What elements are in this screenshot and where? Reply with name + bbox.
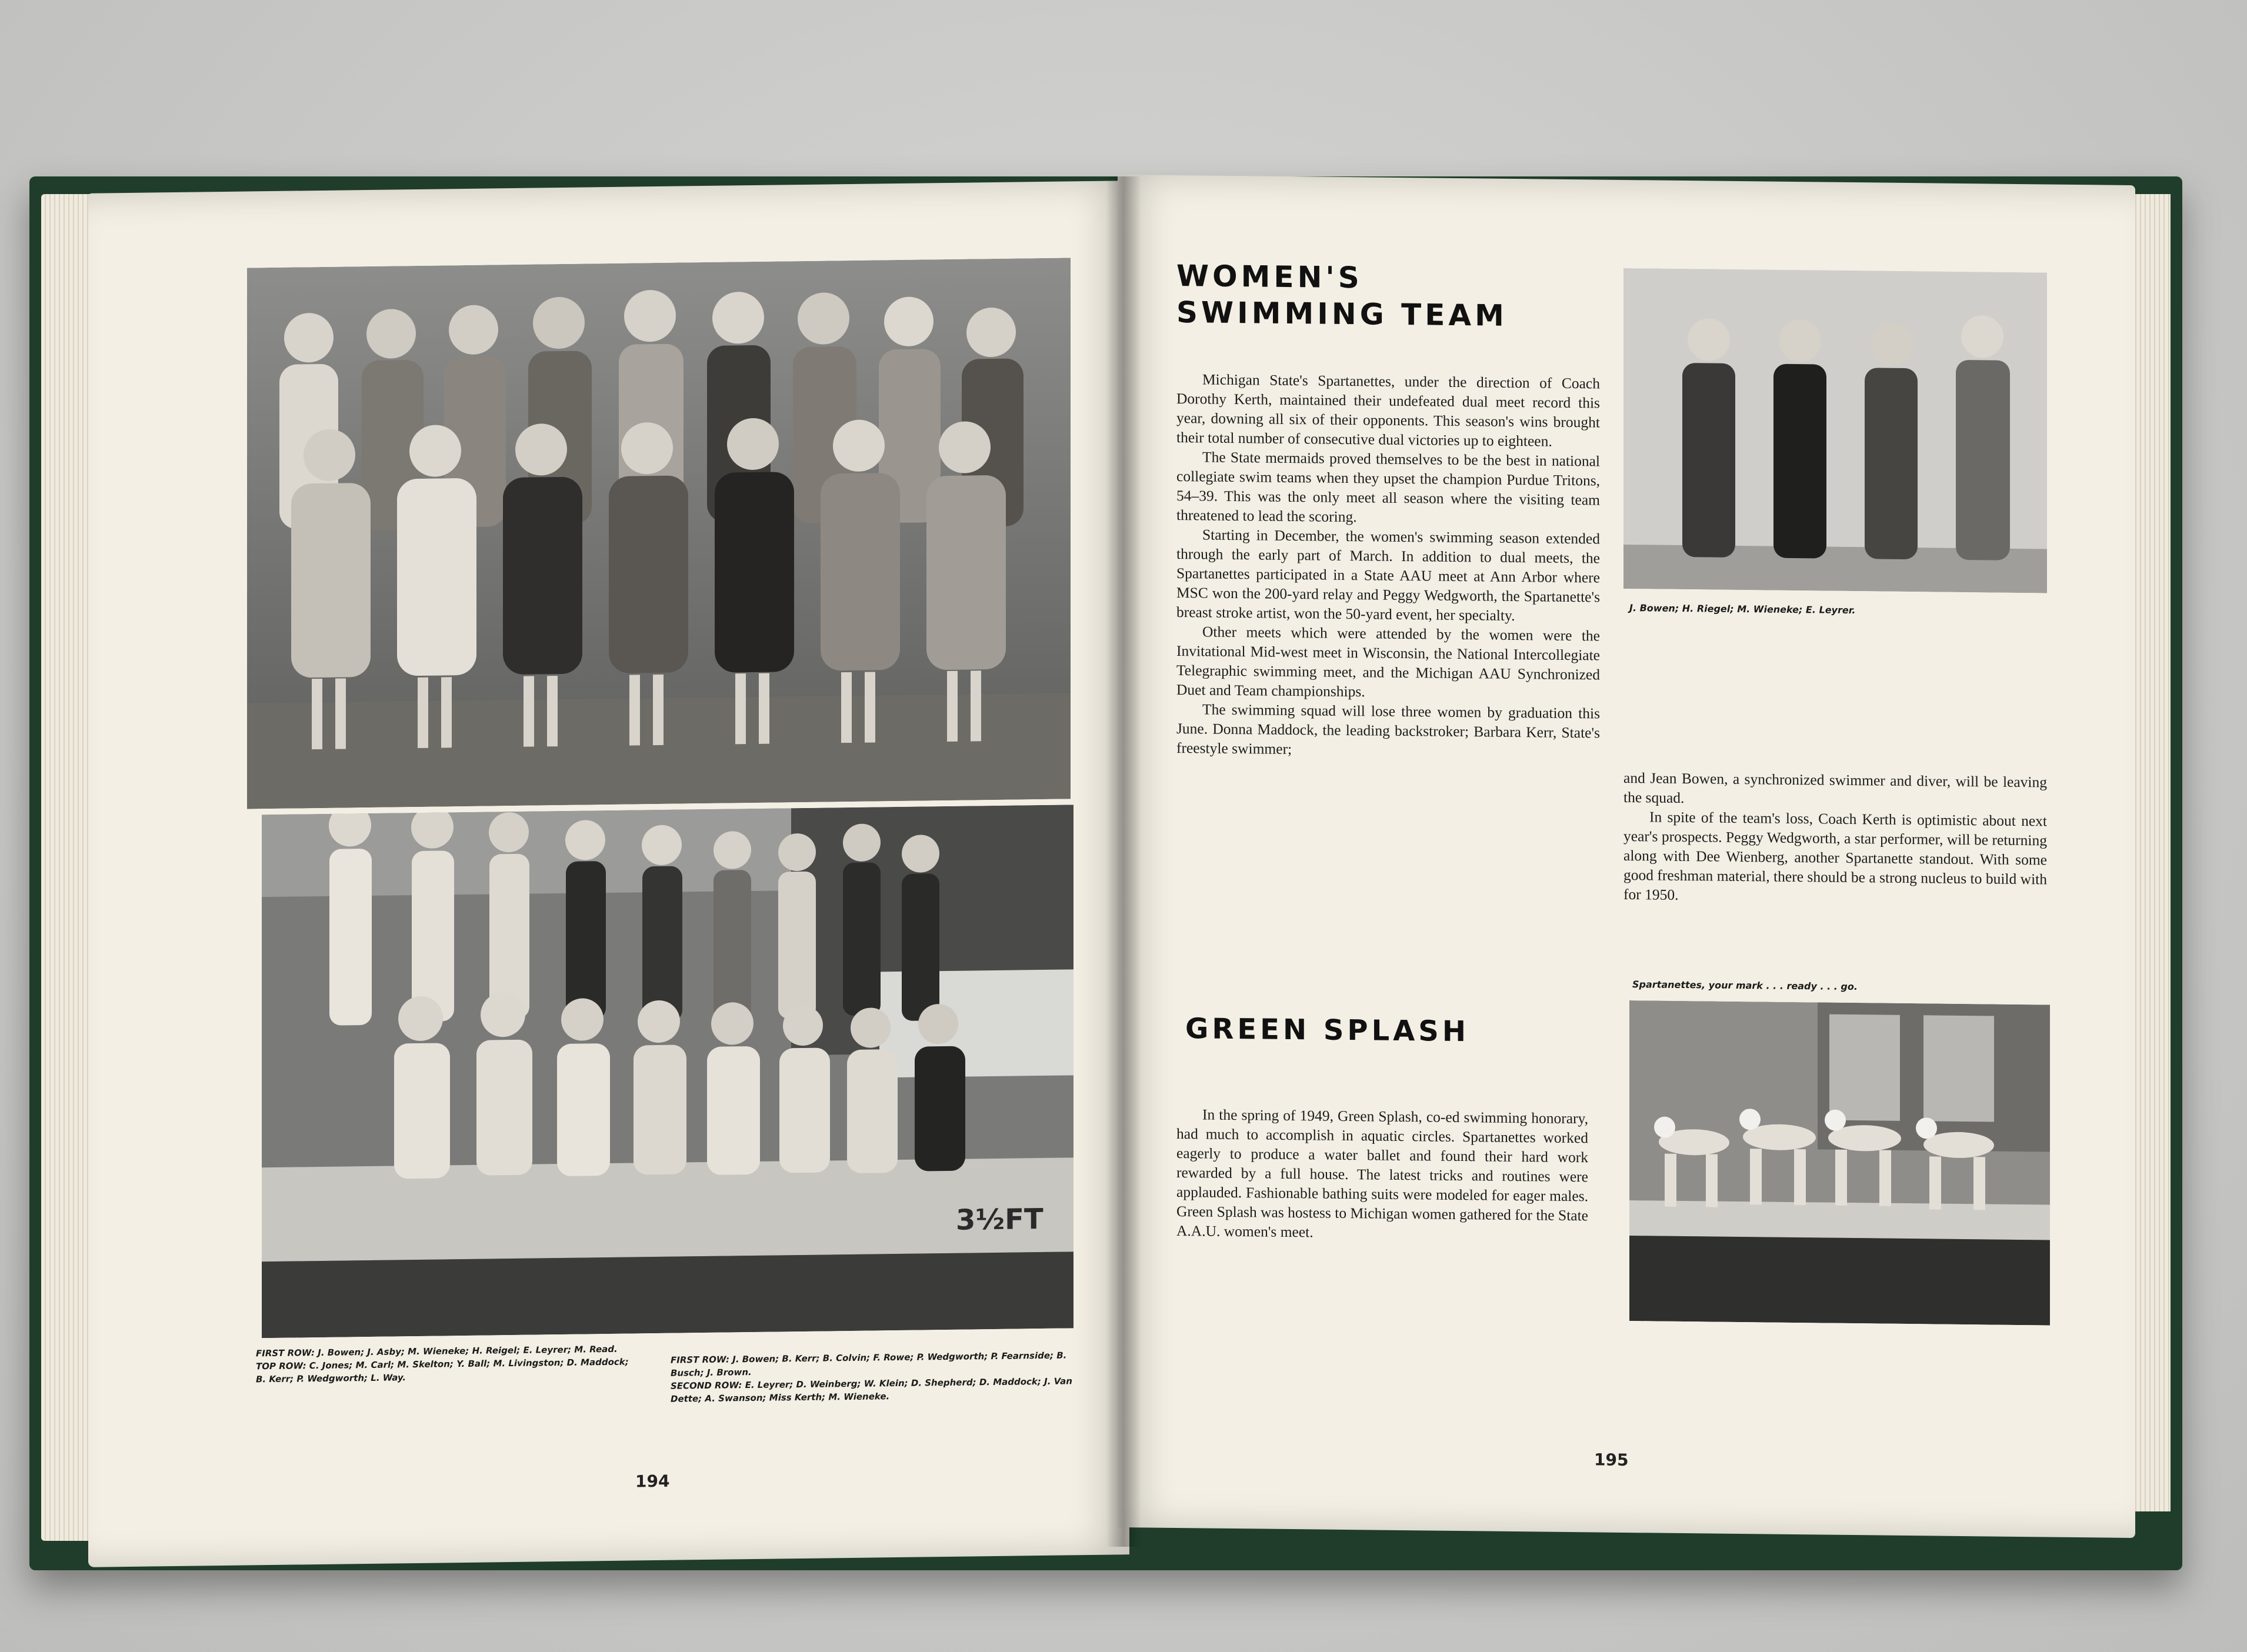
green-splash-heading: GREEN SPLASH [1185,1012,1470,1049]
swimsuit-team-photo [262,805,1074,1338]
paragraph: Starting in December, the women's swimming season extended through the early part of March. In addition to dual meets, the Spartanettes participated in a State AAU meet at Ann Arbor where MSC won the 200-yard relay and Peggy Wedgworth, the Spartanette's breast stroke artist, won the 50-yard event, her specialty. [1176,526,1600,625]
four-swimmers-photo [1623,268,2047,593]
paragraph: In spite of the team's loss, Coach Kerth is optimistic about next year's prospects. Peggy Wedgworth, a star performer, will be returning along with Dee Wienberg, another Spartanette standout. With some good freshman material, there should be a strong nucleus to build with for 1950. [1623,808,2047,903]
paragraph: Michigan State's Spartanettes, under the direction of Coach Dorothy Kerth, maintained their undefeated dual meet record this year, downing all six of their opponents. This season's wins brought their total number of consecutive dual victories up to eighteen. [1176,371,1600,450]
article-column-2 [1623,768,2047,909]
pool-depth-marking: 3½FT [956,1202,1044,1237]
page-number-right: 195 [1594,1450,1629,1470]
caption-first-row: FIRST ROW: J. Bowen; B. Kerr; B. Colvin; F. Rowe; P. Wedgworth; P. Fearnside; B. Busch; J. Brown. [671,1350,1067,1379]
right-page [1118,175,2135,1538]
race-start-caption: Spartanettes, your mark . . . ready . . . go. [1632,979,1858,993]
article-column-1 [1176,369,1600,762]
paragraph: The swimming squad will lose three women by graduation this June. Donna Maddock, the leading backstroker; Barbara Kerr, State's freestyle swimmer; [1176,700,1600,758]
paragraph: Other meets which were attended by the women were the Invitational Mid-west meet in Wisconsin, the National Intercollegiate Telegraphic swimming meet, and the Michigan AAU Synchronized Duet and Team championships. [1176,623,1600,700]
left-page [88,181,1129,1567]
caption-right-block [671,1349,1076,1405]
heading-line-2: SWIMMING TEAM [1176,295,1508,333]
green-splash-text [1176,1104,1588,1244]
paragraph: In the spring of 1949, Green Splash, co-ed swimming honorary, had much to accomplish in aquatic circles. Spartanettes worked eagerly to produce a water ballet and found their hard work rewarded by a full house. The latest tricks and routines were applauded. Fashionable bathing suits were modeled for eager males. Green Splash was hostess to Michigan women gathered for the State A.A.U. women's meet. [1176,1106,1588,1241]
caption-top-row: TOP ROW: C. Jones; M. Carl; M. Skelton; Y. Ball; M. Livingston; D. Maddock; B. Kerr; P. Wedgworth; L. Way. [256,1356,629,1385]
book-gutter [1106,176,1141,1547]
caption-second-row: SECOND ROW: E. Leyrer; D. Weinberg; W. Klein; D. Shepherd; D. Maddock; J. Van Dette; A. Swanson; Miss Kerth; M. Wieneke. [671,1376,1072,1404]
heading-line-1: WOMEN'S [1176,258,1363,295]
team-group-photo [247,258,1071,809]
womens-swimming-heading [1176,258,1647,335]
four-swimmers-caption: J. Bowen; H. Riegel; M. Wieneke; E. Leyrer. [1629,602,1856,616]
paragraph: The State mermaids proved themselves to be the best in national collegiate swim teams when they upset the champion Purdue Tritons, 54–39. This was the only meet all season where the visiting team threatened to lead the scoring. [1176,448,1600,526]
caption-first-row: FIRST ROW: J. Bowen; J. Asby; M. Wieneke; H. Reigel; E. Leyrer; M. Read. [256,1343,618,1359]
paragraph: and Jean Bowen, a synchronized swimmer and diver, will be leaving the squad. [1623,769,2047,807]
race-start-photo [1629,1000,2050,1325]
page-number-left: 194 [635,1471,670,1491]
caption-left-block [256,1342,638,1386]
